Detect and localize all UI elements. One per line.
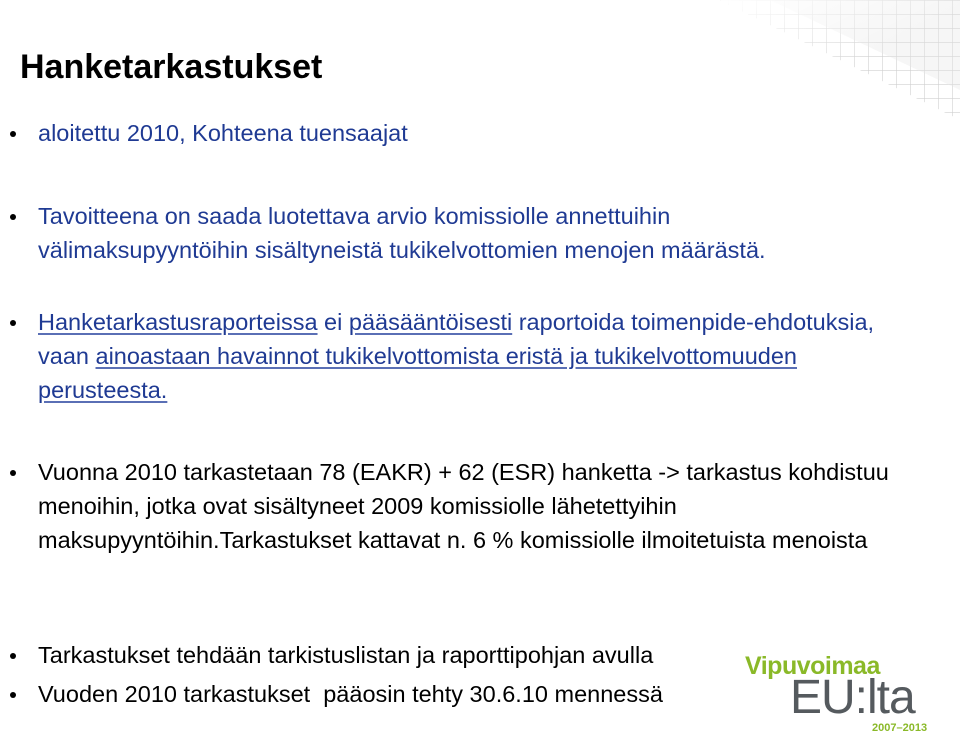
bullet-dot-icon: [10, 653, 16, 659]
bullet-text-segment: Vuoden 2010 tarkastukset pääosin tehty 30.6.10 mennessä: [38, 681, 663, 707]
bullet-text: [38, 199, 798, 267]
bullet-text: [38, 116, 880, 150]
decorative-grid-pattern: [630, 0, 960, 120]
vipuvoimaa-eulta-logo: [740, 652, 950, 736]
bullet-dot-icon: [10, 320, 16, 326]
bullet-text-segment: Tavoitteena on saada luotettava arvio komissiolle annettuihin välimaksupyyntöihin sisältyneistä tukikelvottomien menojen määrästä.: [38, 203, 766, 263]
bullet-item-2: [10, 199, 880, 267]
bullet-text-segment: ainoastaan havainnot tukikelvottomista eristä ja tukikelvottomuuden perusteesta.: [38, 343, 797, 403]
bullet-text-segment: Vuonna 2010 tarkastetaan 78 (EAKR) + 62 (ESR) hanketta -> tarkastus kohdistuu menoihin, jotka ovat sisältyneet 2009 komissiolle lähetettyihin maksupyyntöihin.Tarkastukset kattavat n. 6 % komissiolle ilmoitetuista menoista: [38, 459, 889, 553]
logo-tagline: Vipuvoimaa: [745, 652, 880, 680]
bullet-text-segment: Tarkastukset tehdään tarkistuslistan ja raporttipohjan avulla: [38, 642, 654, 668]
bullet-dot-icon: [10, 470, 16, 476]
slide-title: Hanketarkastukset: [20, 48, 323, 86]
bullet-dot-icon: [10, 692, 16, 698]
bullet-text-segment: raportoida toimenpide-ehdotuksia, vaan: [38, 309, 875, 369]
bullet-dot-icon: [10, 214, 16, 220]
bullet-text: [38, 455, 898, 557]
bullet-text-segment: ei: [317, 309, 349, 335]
logo-years: 2007–2013: [872, 722, 928, 734]
bullet-dot-icon: [10, 131, 16, 137]
bullet-item-1: [10, 116, 880, 150]
bullet-text-segment: Hanketarkastusraporteissa: [38, 309, 318, 335]
bullet-item-4: [10, 455, 889, 557]
bullet-text-segment: aloitettu 2010, Kohteena tuensaajat: [38, 120, 408, 146]
bullet-text: [38, 305, 878, 407]
bullet-text-segment: pääsääntöisesti: [348, 309, 513, 335]
logo-wordmark: EU:lta: [790, 671, 915, 724]
bullet-item-3: [10, 305, 880, 407]
